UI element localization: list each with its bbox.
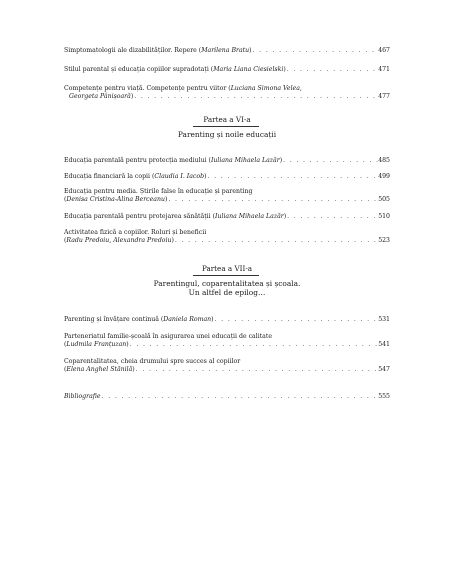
entry-author: Iuliana Mihaela Lazăr	[215, 213, 284, 220]
entry-close-paren: )	[211, 316, 214, 323]
entry-title: Competențe pentru viață. Competențe pentru viitor (	[64, 85, 231, 92]
entry-page: 531	[378, 316, 390, 323]
entry-close-paren: )	[279, 157, 283, 164]
entry-author: Claudia I. Iacob	[154, 173, 205, 180]
leader-dots	[101, 393, 379, 401]
entry-open-paren: (	[64, 196, 67, 204]
entry-close-paren: )	[283, 213, 287, 220]
leader-dots	[135, 366, 378, 374]
entry-page: 541	[378, 341, 390, 349]
toc-entry	[64, 85, 390, 101]
entry-author: Luciana Simona Velea,	[230, 85, 302, 92]
toc-entry	[64, 188, 390, 204]
leader-dots	[252, 47, 379, 55]
toc-entry	[64, 66, 390, 74]
entry-open-paren: (	[64, 366, 67, 374]
part-label: Partea a VI-a	[203, 115, 251, 124]
entry-close-paren: )	[171, 237, 174, 245]
toc-entry	[64, 229, 390, 245]
entry-page: 467	[378, 47, 390, 54]
leader-dots	[279, 157, 378, 165]
leader-dots	[283, 213, 378, 221]
leader-dots	[206, 173, 378, 181]
toc-entry	[64, 316, 390, 324]
toc-entry	[64, 213, 390, 221]
entry-close-paren: )	[126, 341, 129, 349]
entry-open-paren: (	[64, 237, 67, 245]
entry-close-paren: )	[204, 173, 207, 180]
leader-dots	[286, 66, 378, 74]
entry-author: Iuliana Mihaela Lazăr	[210, 157, 280, 164]
leader-dots	[174, 237, 378, 245]
entry-page: 547	[378, 366, 390, 374]
part-label: Partea a VII-a	[201, 264, 253, 273]
entry-title: Activitatea fizică a copiilor. Roluri și beneficii	[64, 229, 207, 236]
entry-close-paren: )	[249, 47, 252, 54]
entry-title: Simptomatologii ale dizabilităților. Repere (	[64, 47, 202, 54]
entry-title: Educația parentală pentru protecția mediului (	[64, 157, 211, 164]
entry-page: 510	[378, 213, 390, 220]
entry-title: Stilul parental și educația copiilor supradotați (	[64, 66, 214, 73]
entry-author: Marilena Bratu	[201, 47, 250, 54]
entry-page: 555	[378, 393, 390, 400]
part-title-line1: Parentingul, coparentalitatea și școala.	[153, 279, 301, 288]
entry-author: Daniela Roman	[163, 316, 212, 323]
entry-title: Parteneriatul familie-școală în asigurarea unei educații de calitate	[64, 333, 273, 340]
entry-page: 485	[378, 157, 390, 164]
entry-title: Bibliografie	[64, 393, 101, 400]
entry-author: Denisa Cristina-Alina Berceanu	[66, 196, 165, 204]
entry-title: Educația pentru media. Știrile false în educație și parenting	[64, 188, 253, 195]
entry-close-paren: )	[164, 196, 168, 204]
leader-dots	[129, 341, 378, 349]
entry-page: 499	[378, 173, 390, 180]
part-title: Parenting și noile educații	[177, 130, 277, 139]
part-title-line2: Un altfel de epilog…	[188, 288, 266, 297]
entry-page: 477	[378, 93, 390, 101]
entry-close-paren: )	[130, 93, 134, 101]
entry-close-paren: )	[132, 366, 135, 374]
entry-page: 523	[378, 237, 390, 245]
entry-page: 505	[378, 196, 390, 204]
entry-author: Georgeta Pânișoară	[69, 93, 131, 101]
toc-entry-bibliography	[64, 393, 390, 401]
entry-author: Maria Liana Ciesielski	[213, 66, 284, 73]
entry-title: Coparentalitatea, cheia drumului spre succes al copiilor	[64, 358, 241, 365]
entry-author: Ludmila Franțuzan	[66, 341, 127, 349]
toc-entry	[64, 157, 390, 165]
leader-dots	[214, 316, 379, 324]
entry-close-paren: )	[283, 66, 286, 73]
entry-title: Educația parentală pentru protejarea sănătății (	[64, 213, 216, 220]
part-divider	[193, 275, 259, 276]
entry-title: Educația financiară la copii (	[64, 173, 155, 180]
part-divider	[193, 126, 259, 127]
entry-title: Parenting și învățare continuă (	[64, 316, 164, 323]
entry-author: Radu Predoiu, Alexandra Predoiu	[66, 237, 172, 245]
entry-open-paren: (	[64, 341, 67, 349]
entry-author: Elena Anghel Stănilă	[66, 366, 133, 374]
toc-entry	[64, 358, 390, 374]
leader-dots	[130, 93, 378, 101]
leader-dots	[164, 196, 378, 204]
toc-entry	[64, 47, 390, 55]
toc-entry	[64, 173, 390, 181]
entry-page: 471	[378, 66, 390, 73]
toc-entry	[64, 333, 390, 349]
